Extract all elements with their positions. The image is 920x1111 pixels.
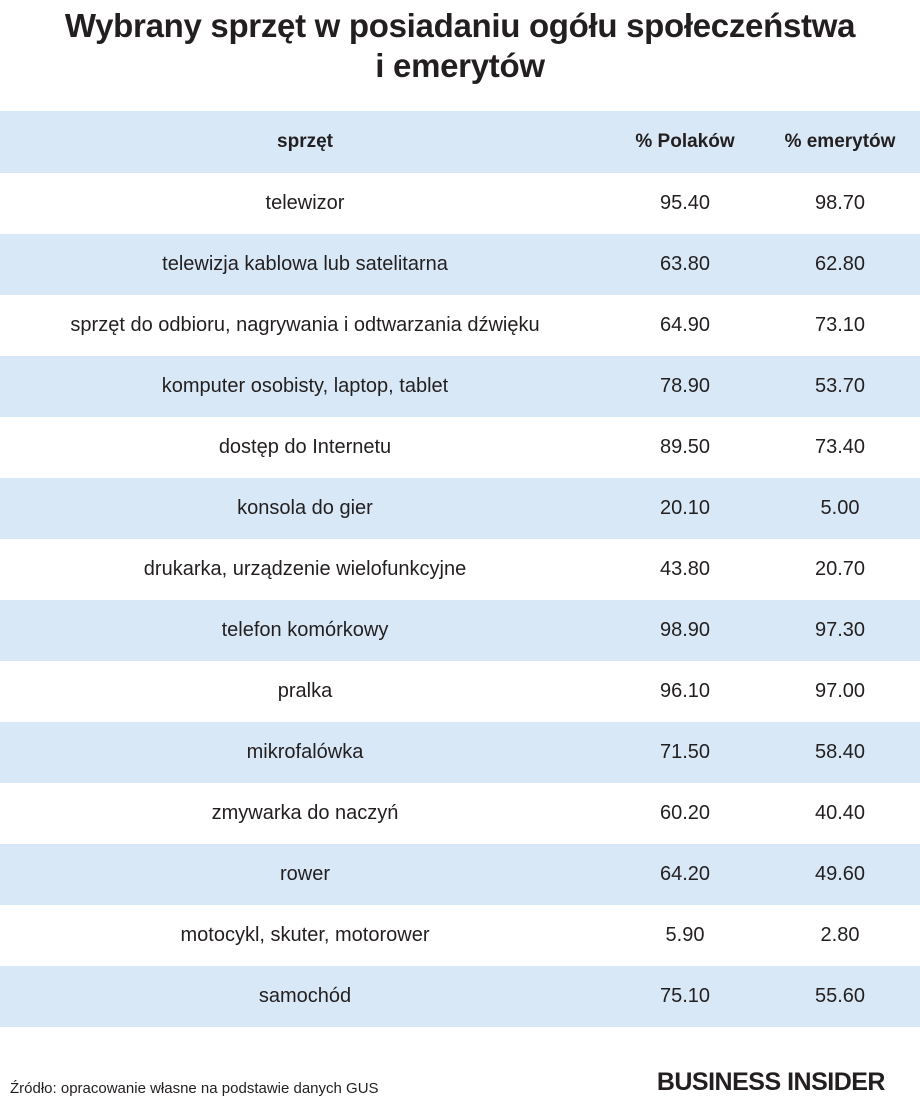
row-value-polacy: 20.10 [659,496,711,519]
row-value-emeryci: 97.00 [814,679,866,702]
row-label: mikrofalówka [246,740,364,763]
row-value-emeryci: 73.10 [814,313,866,336]
row-value-polacy: 64.90 [659,313,711,336]
table-body [0,173,920,1027]
row-value-emeryci: 5.00 [820,496,860,519]
table-header-row [0,111,920,173]
row-label: motocykl, skuter, motorower [180,923,430,946]
table-row [0,966,920,1027]
table-row [0,722,920,783]
row-label: rower [279,862,330,885]
row-value-polacy: 64.20 [659,862,711,885]
row-label: konsola do gier [237,496,373,519]
row-value-polacy: 63.80 [659,252,711,275]
page-title: Wybrany sprzęt w posiadaniu ogółu społeczeństwa i emerytów [64,7,856,85]
table-row [0,417,920,478]
row-value-emeryci: 62.80 [814,252,866,275]
row-value-polacy: 96.10 [659,679,711,702]
column-header-polacy: % Polaków [635,130,735,152]
row-value-emeryci: 97.30 [814,618,866,641]
table-row [0,356,920,417]
table-row [0,844,920,905]
row-label: sprzęt do odbioru, nagrywania i odtwarzania dźwięku [70,313,540,336]
row-value-polacy: 60.20 [659,801,711,824]
table-row [0,295,920,356]
table-row [0,234,920,295]
footer [0,1068,920,1111]
row-value-polacy: 5.90 [665,923,705,946]
row-value-emeryci: 73.40 [814,435,866,458]
row-label: dostęp do Internetu [218,435,392,458]
row-value-emeryci: 58.40 [814,740,866,763]
brand-logo: BUSINESS INSIDER [656,1068,885,1096]
row-value-emeryci: 2.80 [820,923,860,946]
table-row [0,539,920,600]
row-label: samochód [258,984,352,1007]
row-label: telefon komórkowy [221,618,389,641]
table-row [0,600,920,661]
equipment-table [0,111,920,1027]
table-row [0,905,920,966]
row-value-emeryci: 98.70 [814,191,866,214]
row-label: zmywarka do naczyń [211,801,399,824]
row-value-polacy: 43.80 [659,557,711,580]
row-label: komputer osobisty, laptop, tablet [161,374,449,397]
column-header-item: sprzęt [277,130,333,152]
row-value-emeryci: 49.60 [814,862,866,885]
row-value-emeryci: 53.70 [814,374,866,397]
row-label: pralka [277,679,333,702]
data-table-container [0,111,920,1027]
row-value-polacy: 98.90 [659,618,711,641]
row-value-emeryci: 20.70 [814,557,866,580]
row-label: telewizor [265,191,345,214]
table-row [0,478,920,539]
row-value-emeryci: 55.60 [814,984,866,1007]
row-value-emeryci: 40.40 [814,801,866,824]
row-value-polacy: 89.50 [659,435,711,458]
table-row [0,661,920,722]
row-label: drukarka, urządzenie wielofunkcyjne [143,557,467,580]
row-value-polacy: 71.50 [659,740,711,763]
table-row [0,783,920,844]
row-value-polacy: 95.40 [659,191,711,214]
source-note: Źródło: opracowanie własne na podstawie danych GUS [10,1080,379,1097]
column-header-emeryci: % emerytów [784,130,896,152]
row-label: telewizja kablowa lub satelitarna [162,252,448,275]
row-value-polacy: 78.90 [659,374,711,397]
row-value-polacy: 75.10 [659,984,711,1007]
table-row [0,173,920,234]
